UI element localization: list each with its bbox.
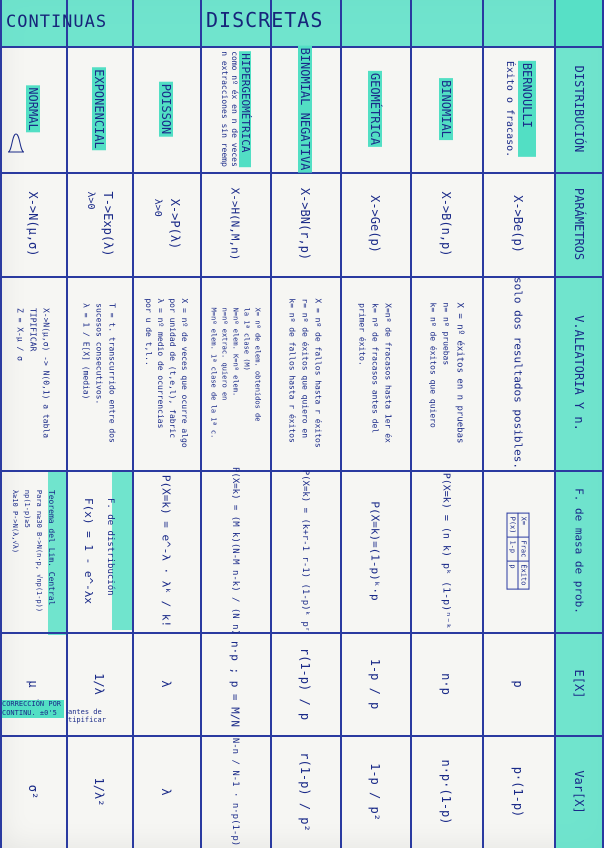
- binneg-var-cell: [270, 735, 340, 848]
- normal-param: X->N(μ,σ): [26, 191, 40, 257]
- geometrica-aleatoria-2: primer éxito.: [357, 303, 367, 366]
- normal-aleatoria-2: Z = X-μ / σ: [15, 307, 25, 361]
- geometrica-e-cell: [340, 632, 410, 735]
- normal-e: μ: [26, 679, 40, 688]
- normal-param-cell: [0, 172, 66, 276]
- hiper-aleatoria-1: la 1ª clase (M): [242, 307, 251, 371]
- poisson-var-cell: [132, 735, 200, 848]
- exp-masa: F(x) = 1 - e^-λx: [82, 498, 95, 604]
- poisson-aleatoria-2: λ = nº medio de ocurrencias: [156, 298, 165, 429]
- header-discretas: DISCRETAS: [206, 8, 324, 32]
- binneg-e-cell: [270, 632, 340, 735]
- binneg-masa-cell: [270, 470, 340, 632]
- col-header-masa: F. de masa de prob.: [572, 488, 586, 614]
- binneg-masa: P(X=k) = (k+r-1 r-1) (1-p)ᵏ pʳ: [300, 469, 310, 633]
- exp-param-sub: λ>0: [85, 191, 96, 210]
- binneg-name-cell: [270, 46, 340, 172]
- hiper-param-cell: [200, 172, 270, 276]
- geometrica-aleatoria-1: k= nº de fracasos antes del: [370, 303, 380, 434]
- exp-param: T->Exp(λ): [101, 191, 115, 257]
- normal-var-cell: [0, 735, 66, 848]
- binomial-aleatoria-cell: [410, 276, 482, 470]
- hiper-masa: P(X=k) = (M k)(N-M n-k) / (N n): [230, 467, 240, 635]
- poisson-masa: P(X=k) = e^-λ · λᵏ / k!: [159, 474, 173, 628]
- geometrica-name: GEOMÉTRICA: [368, 72, 382, 146]
- hiper-e: n·p ; p = M/N: [228, 640, 242, 727]
- geometrica-masa-cell: [340, 470, 410, 632]
- col-header-distribucion: DISTRIBUCIÓN: [572, 65, 586, 153]
- exp-aleatoria-0: T = t. transcurrido entre dos: [107, 303, 117, 443]
- poisson-e: λ: [159, 679, 173, 688]
- geometrica-param-cell: [340, 172, 410, 276]
- normal-masa-line-1: np(1-p)≥5: [23, 489, 31, 528]
- normal-aleatoria-1: TIPIFICAR: [28, 307, 38, 352]
- geometrica-aleatoria-cell: [340, 276, 410, 470]
- poisson-param-sub: λ>0: [152, 198, 163, 217]
- binneg-aleatoria-1: r= nº de éxitos que quiero en: [300, 298, 310, 439]
- poisson-aleatoria-1: por unidad de (t,e,l), fabric: [168, 298, 177, 439]
- exp-var-cell: [66, 735, 132, 848]
- poisson-masa-cell: [132, 470, 200, 632]
- geometrica-var-cell: [340, 735, 410, 848]
- bernoulli-param: X->Be(p): [511, 195, 525, 253]
- binneg-e: r(1-p) / p: [298, 647, 312, 720]
- col-header-varianza: Var[X]: [572, 769, 586, 814]
- col-header-aleatoria: V.ALEATORIA Y n.: [572, 315, 586, 431]
- exp-param-cell: [66, 172, 132, 276]
- binomial-masa-cell: [410, 470, 482, 632]
- poisson-aleatoria-0: X = nº de veces que ocurre algo: [180, 298, 189, 448]
- bernoulli-aleatoria: solo dos resultados posibles.: [511, 276, 525, 470]
- col-header-esperanza: E[X]: [572, 669, 586, 698]
- geometrica-aleatoria-0: X=nº de fracasos hasta 1er éx: [383, 303, 393, 443]
- exp-aleatoria-1: sucesos consecutivos.: [94, 303, 104, 405]
- normal-name: NORMAL: [26, 87, 40, 131]
- poisson-name-cell: [132, 46, 200, 172]
- header-continuas: CONTINUAS: [6, 12, 108, 32]
- bernoulli-e-cell: [482, 632, 554, 735]
- binomial-var-cell: [410, 735, 482, 848]
- poisson-e-cell: [132, 632, 200, 735]
- hiper-note-0: como nº éx en n de veces: [230, 51, 239, 167]
- bernoulli-name: BERNOULLI: [518, 61, 536, 157]
- binomial-name: BINOMIAL: [439, 80, 453, 138]
- exp-name-cell: [66, 46, 132, 172]
- bernoulli-aleatoria-cell: [482, 276, 554, 470]
- col-header-parametros: PARÁMETROS: [572, 187, 586, 261]
- exp-var: 1/λ²: [92, 777, 106, 806]
- binneg-aleatoria-cell: [270, 276, 340, 470]
- binneg-param: X->BN(r,p): [298, 187, 312, 261]
- exp-aleatoria-cell: [66, 276, 132, 470]
- poisson-var: λ: [159, 787, 173, 796]
- bernoulli-name-cell: [482, 46, 554, 172]
- binomial-masa: P(X=k) = (n k) pᵏ (1-p)ⁿ⁻ᵏ: [440, 472, 452, 630]
- exp-masa-cell: [66, 470, 132, 632]
- geometrica-param: X->Ge(p): [368, 195, 382, 253]
- hiper-aleatoria-3: n=nº extrac. quiero en: [220, 307, 229, 401]
- binomial-aleatoria-0: X = nº éxitos en n pruebas: [454, 302, 465, 444]
- binomial-param: X->B(n,p): [439, 191, 453, 257]
- poisson-name: POISSON: [159, 83, 173, 135]
- binomial-e: n·p: [439, 672, 453, 695]
- binneg-param-cell: [270, 172, 340, 276]
- normal-name-cell: [0, 46, 66, 172]
- poisson-param-cell: [132, 172, 200, 276]
- hiper-aleatoria-2: N=nº elem. K=nº elem.: [231, 307, 240, 397]
- binomial-var: n·p·(1-p): [439, 758, 453, 825]
- poisson-aleatoria-cell: [132, 276, 200, 470]
- normal-correccion-note: antes de tipificar: [68, 708, 106, 724]
- normal-var: σ²: [26, 784, 40, 799]
- geometrica-e: 1-p / p: [368, 658, 382, 709]
- normal-masa-title: Teorema del Lim. Central: [47, 489, 56, 606]
- hiper-masa-cell: [200, 467, 270, 635]
- normal-correccion: CORRECCIÓN POR CONTINU. ±0'5 antes de tipificar: [2, 700, 132, 724]
- normal-masa-line-2: λ≥10 P->N(λ,√λ): [11, 489, 19, 554]
- hiper-aleatoria-0: X= nº de elem. obtenidos de: [253, 307, 262, 422]
- bernoulli-note: Éxito o fracaso.: [504, 60, 515, 158]
- bernoulli-param-cell: [482, 172, 554, 276]
- exp-aleatoria-2: λ = 1 / E[X] (media): [81, 303, 91, 400]
- binneg-aleatoria-2: k= nº de fallos hasta r éxitos: [287, 298, 297, 443]
- binneg-var: r(1-p) / p²: [298, 751, 312, 832]
- normal-masa-line-0: Para n≥30 B->N(n·p, √np(1-p)): [35, 489, 43, 613]
- hiper-note-1: n extracciones sin reemp: [220, 51, 229, 167]
- binomial-e-cell: [410, 632, 482, 735]
- hiper-name: HIPERGEOMÉTRICA: [239, 51, 251, 167]
- binneg-name: BINOMIAL NEGATIVA: [298, 47, 312, 171]
- binomial-aleatoria-1: n= nº pruebas: [441, 302, 451, 366]
- exp-e: 1/λ: [92, 672, 106, 695]
- hiper-var: N-n / N-1 · n·p(1-p): [230, 737, 240, 846]
- bernoulli-masa-table: X= Frac Éxito P(x) 1-p p: [507, 513, 530, 590]
- bernoulli-masa-cell: [482, 470, 554, 632]
- geometrica-var: 1-p / p²: [368, 762, 382, 821]
- binomial-param-cell: [410, 172, 482, 276]
- exp-name: EXPONENCIAL: [92, 69, 106, 149]
- normal-aleatoria-cell: [0, 276, 66, 470]
- hiper-aleatoria-4: M=nº elem. 1ª clase de la 1ª c.: [209, 307, 218, 439]
- binneg-aleatoria-0: X = nº de fallos hasta r éxitos: [313, 298, 323, 448]
- binomial-aleatoria-2: k= nº de éxitos que quiero: [428, 302, 438, 428]
- normal-aleatoria-0: X->N(μ,σ) -> N(0,1) a tabla: [41, 307, 51, 439]
- exp-masa-title: F. de distribución: [105, 498, 115, 596]
- hiper-var-cell: [200, 735, 270, 848]
- hiper-name-cell: [200, 46, 270, 172]
- geometrica-name-cell: [340, 46, 410, 172]
- binomial-name-cell: [410, 46, 482, 172]
- bell-curve-icon: [6, 132, 26, 154]
- poisson-aleatoria-3: por u de t,l..: [144, 298, 153, 366]
- bernoulli-e: p: [511, 679, 525, 688]
- normal-masa-cell: [0, 470, 66, 632]
- bernoulli-var: p·(1-p): [511, 766, 525, 817]
- hiper-e-cell: [200, 632, 270, 735]
- bernoulli-var-cell: [482, 735, 554, 848]
- poisson-param: X->P(λ): [168, 198, 182, 250]
- hiper-aleatoria-cell: [200, 276, 270, 470]
- geometrica-masa: P(X=k)=(1-p)ᵏ·p: [368, 501, 382, 601]
- hiper-param: X->H(N,M,n): [228, 187, 242, 261]
